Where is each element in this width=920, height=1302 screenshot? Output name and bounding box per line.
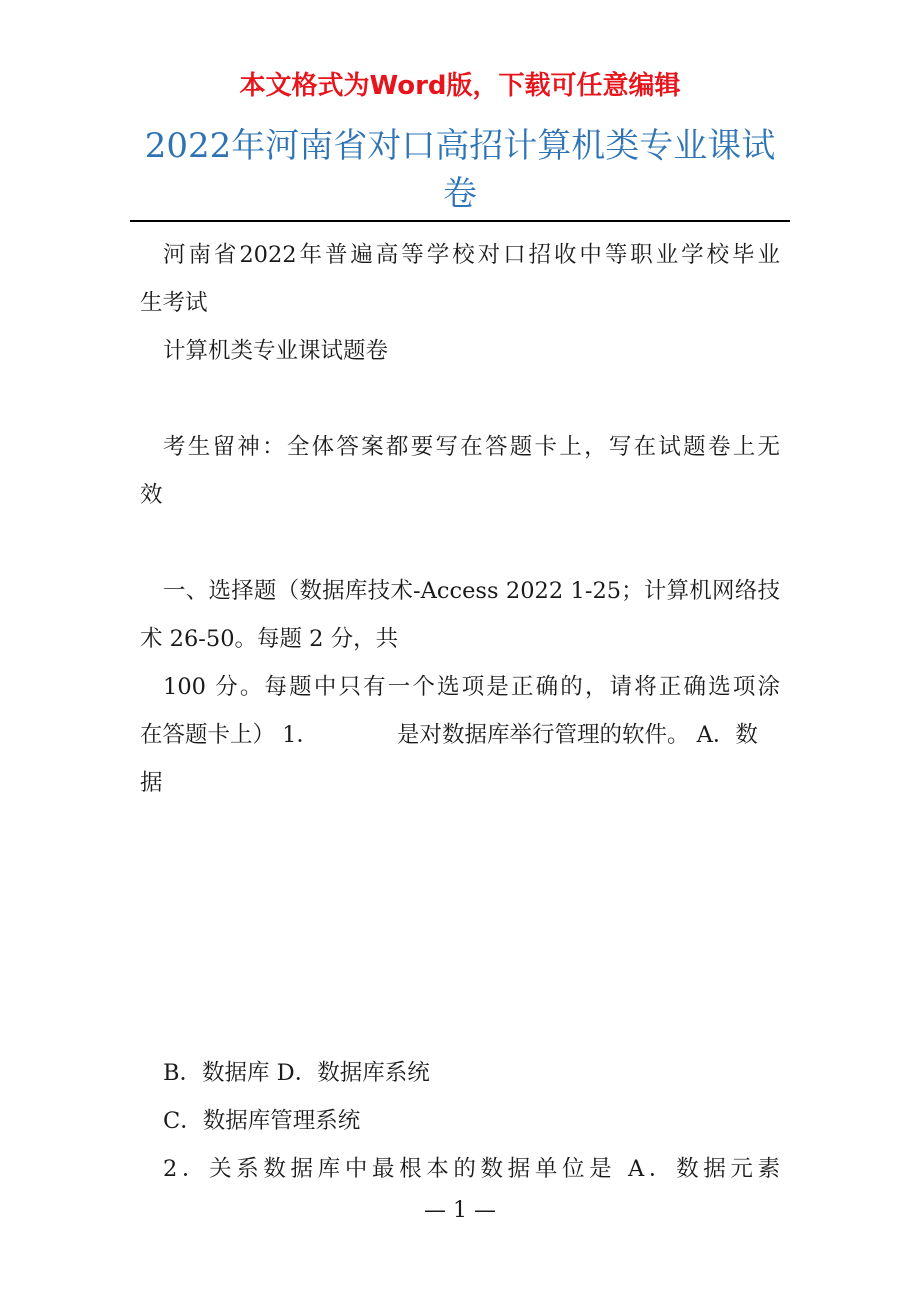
title-divider: [130, 220, 790, 222]
question1-prefix: 在答题卡上） 1．: [140, 722, 319, 748]
notice-line-2: 效: [140, 482, 163, 508]
option-c: C．数据库管理系统: [163, 1108, 361, 1134]
title-line-1: 2022年河南省对口高招计算机类专业课试: [144, 126, 776, 166]
document-title: [130, 122, 790, 218]
header-line-1: 河南省2022年普遍高等学校对口招收中等职业学校毕业: [163, 242, 780, 268]
section1-line-4: [140, 720, 780, 750]
section1-line-2: 术 26-50。每题 2 分，共: [140, 626, 399, 652]
header-line-3: 计算机类专业课试题卷: [163, 338, 389, 364]
section1-line-1: 一、选择题（数据库技术-Access 2022 1-25；计算机网络技: [163, 578, 780, 604]
question1-text: 是对数据库举行管理的软件。 A．数: [396, 722, 758, 748]
section1-line-3: 100 分。每题中只有一个选项是正确的，请将正确选项涂: [163, 674, 780, 700]
option-b-d: B．数据库 D．数据库系统: [163, 1060, 430, 1086]
page-number: — 1 —: [424, 1198, 496, 1223]
format-banner: 本文格式为Word版，下载可任意编辑: [239, 71, 681, 101]
section1-line-5: 据: [140, 770, 163, 796]
notice-line-1: 考生留神：全体答案都要写在答题卡上，写在试题卷上无: [163, 434, 780, 460]
header-line-2: 生考试: [140, 290, 208, 316]
question2-line: 2．关系数据库中最根本的数据单位是 A．数据元素: [163, 1156, 780, 1182]
title-line-2: 卷: [443, 174, 477, 214]
